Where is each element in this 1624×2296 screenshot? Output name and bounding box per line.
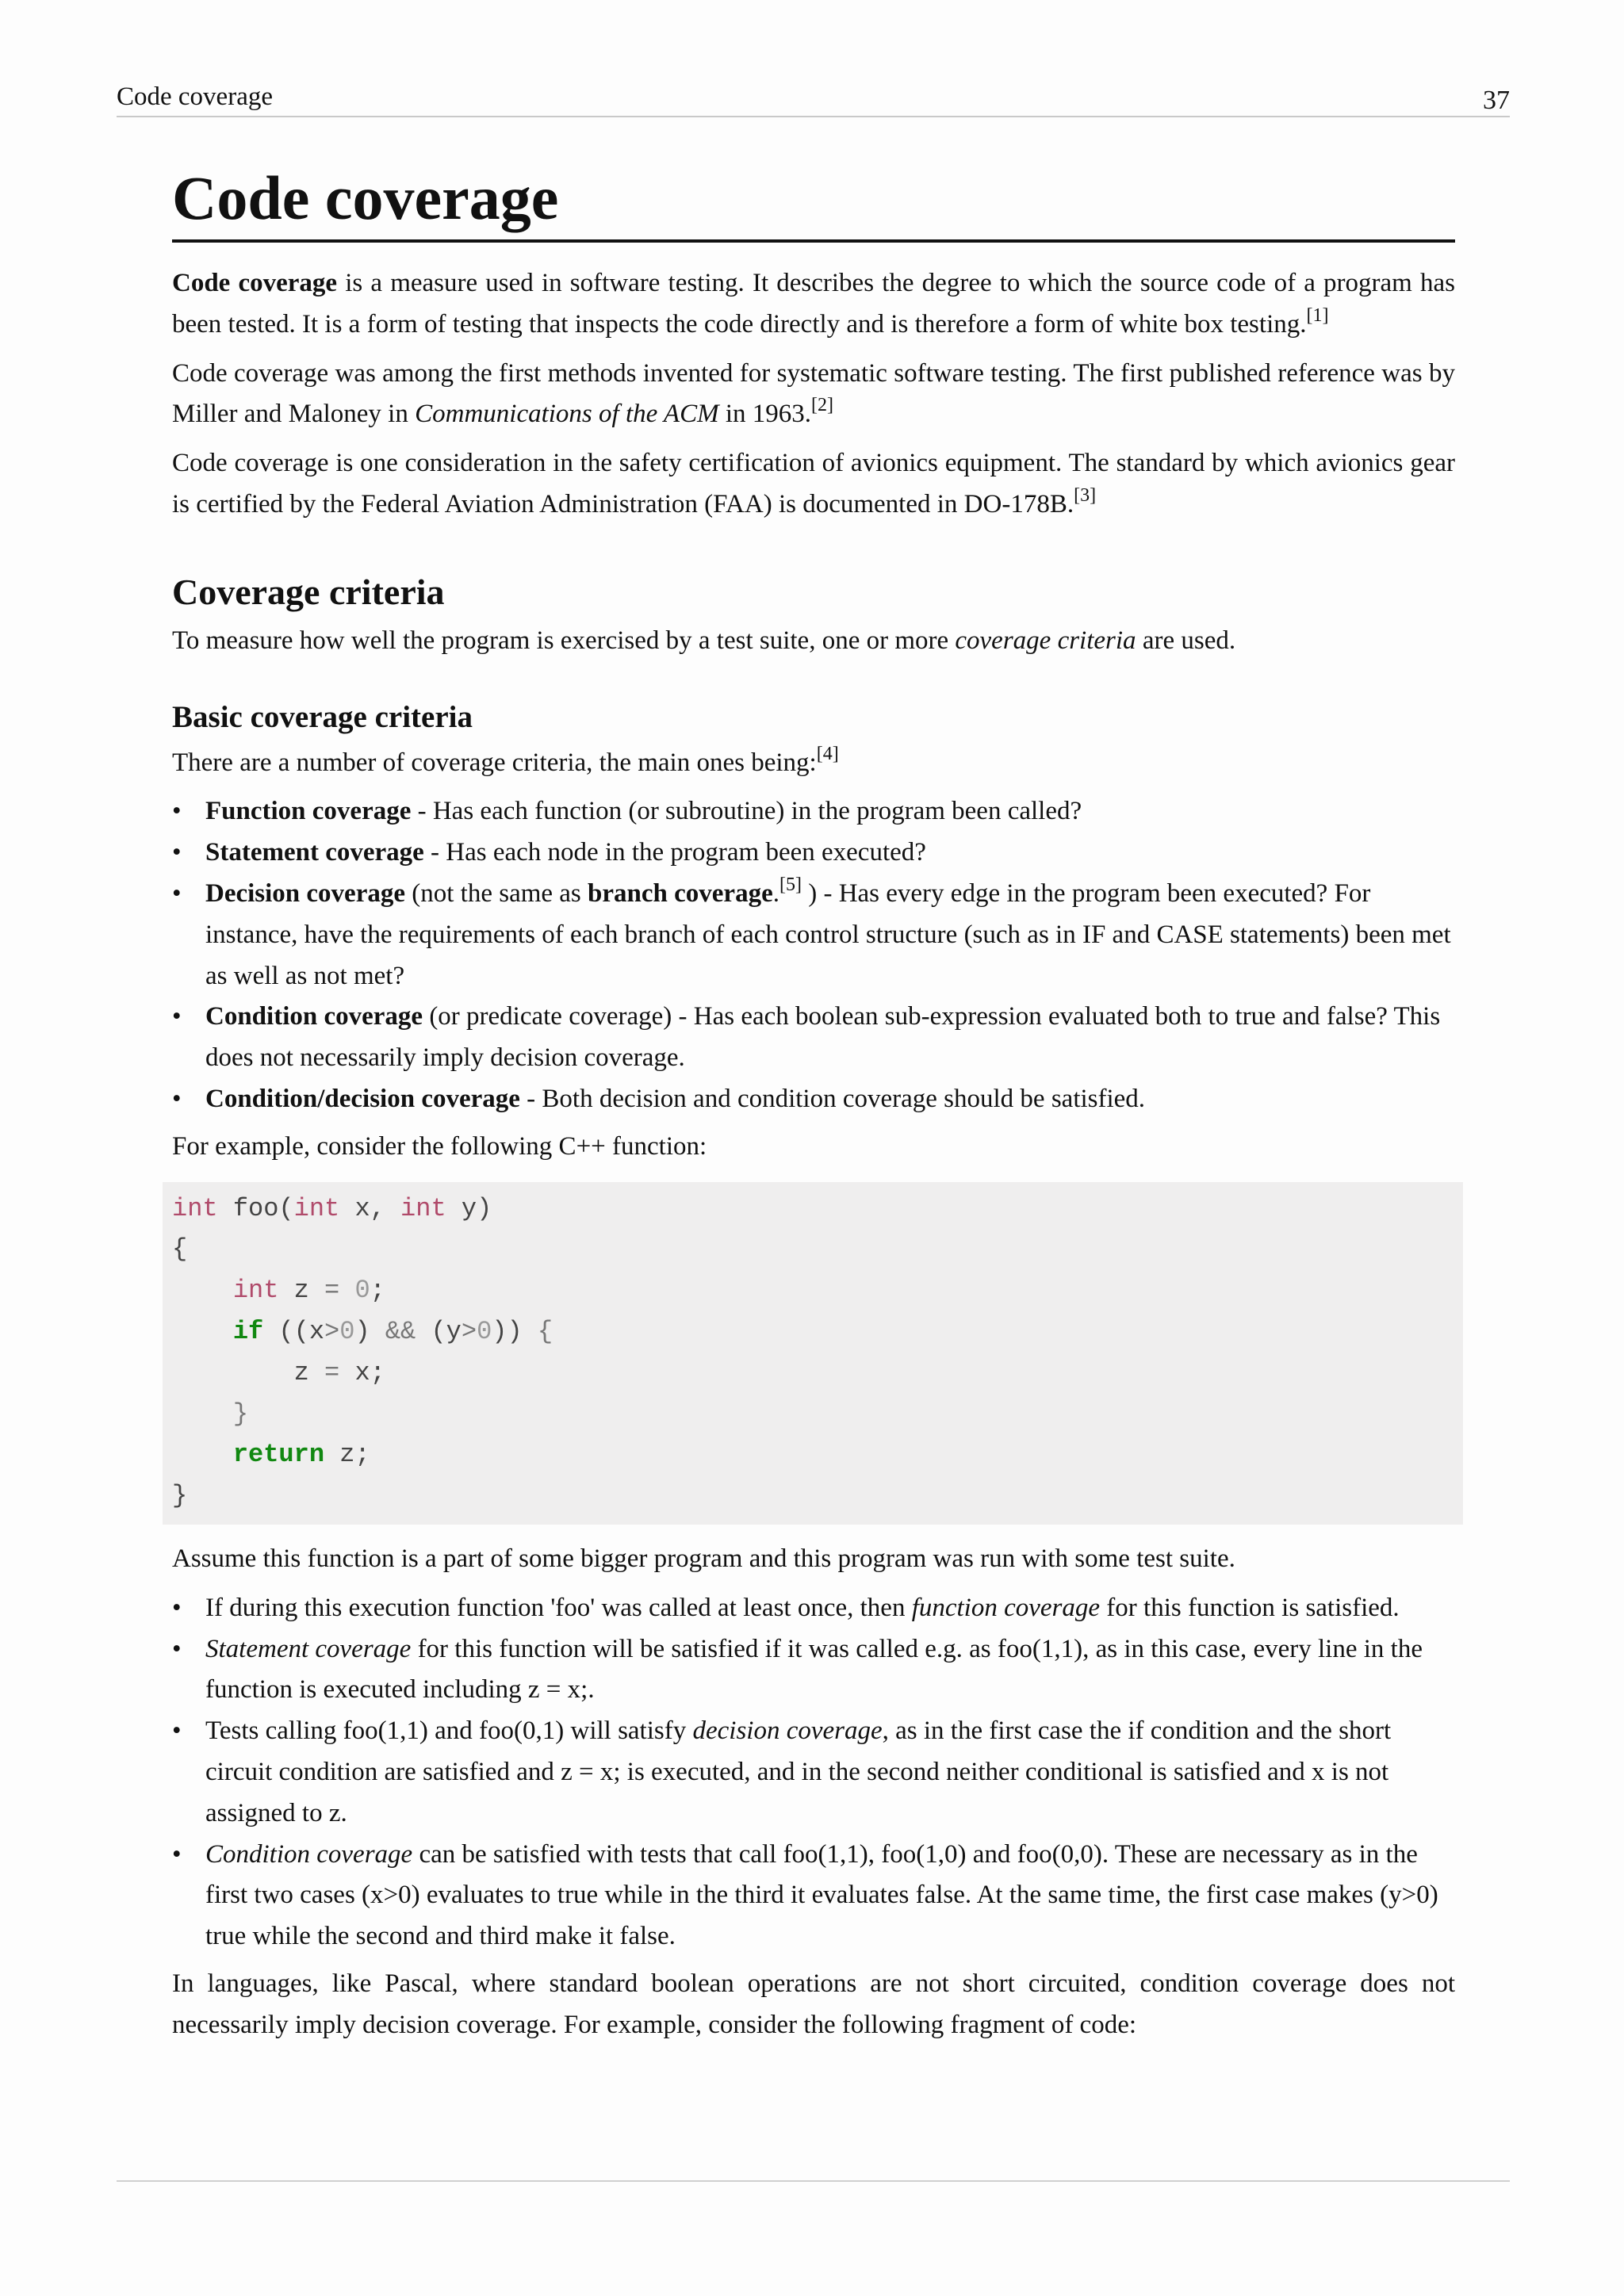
- code-text: ;: [370, 1276, 385, 1306]
- closing-paragraph: In languages, like Pascal, where standard boolean operations are not short circuited, condition coverage does not necessarily imply decision coverage. For example, consider the following fragment of code:: [172, 1969, 1455, 2039]
- code-operator: =: [324, 1357, 340, 1387]
- basic-intro-text: There are a number of coverage criteria, the main ones being:: [172, 748, 817, 777]
- code-text: z: [278, 1276, 325, 1306]
- code-operator: >: [461, 1316, 477, 1346]
- page-title: Code coverage: [172, 159, 1455, 243]
- reference-link[interactable]: [5]: [779, 874, 802, 895]
- list-item-text: .: [772, 878, 779, 908]
- code-operator: &&: [385, 1316, 416, 1346]
- list-item-term: Statement coverage: [205, 1634, 412, 1663]
- code-keyword: int: [232, 1276, 279, 1306]
- running-title: Code coverage: [117, 82, 273, 111]
- journal-title: Communications of the ACM: [415, 400, 719, 429]
- reference-link[interactable]: [1]: [1306, 304, 1329, 326]
- list-item-text: - Both decision and condition coverage should be satisfied.: [519, 1084, 1146, 1113]
- reference-link[interactable]: [2]: [811, 395, 833, 416]
- list-item: [172, 832, 1455, 874]
- list-item-text: can be satisfied with tests that call foo(1,1), foo(1,0) and foo(0,0). These are necessary as in the first two cases (x>0) evaluates to true while in the third it evaluates false. At the same time, the first case makes (y>0) true while the second and third make it false.: [205, 1839, 1438, 1951]
- intro-paragraph-2: [172, 354, 1455, 436]
- code-keyword: int: [172, 1193, 218, 1223]
- code-text: }: [172, 1481, 188, 1511]
- intro-3-text: Code coverage is one consideration in the safety certification of avionics equipment. The standard by which avionics gear is certified by the Federal Aviation Administration (FAA) is documented in DO-178B.: [172, 449, 1455, 519]
- code-number: 0: [339, 1316, 355, 1346]
- reference-link[interactable]: [3]: [1074, 484, 1097, 506]
- code-indent: [172, 1358, 294, 1387]
- list-item-term: Statement coverage: [205, 838, 424, 867]
- list-item-term: branch coverage: [588, 878, 773, 908]
- code-text: x;: [339, 1357, 385, 1387]
- code-text: {: [172, 1234, 188, 1265]
- term-code-coverage: Code coverage: [172, 269, 338, 297]
- criteria-text: To measure how well the program is exercised by a test suite, one or more: [172, 626, 956, 655]
- list-item-text: (or predicate coverage) - Has each boolean sub-expression evaluated both to true and false? This does not necessarily imply decision coverage.: [205, 1002, 1441, 1073]
- intro-2-text: Code coverage was among the first methods invented for systematic software testing. The first published reference was by Miller and Maloney in: [172, 358, 1455, 429]
- criteria-term: coverage criteria: [955, 626, 1136, 655]
- list-item-term: Condition/decision coverage: [205, 1084, 520, 1113]
- code-keyword: if: [232, 1316, 264, 1346]
- code-text: x,: [339, 1193, 401, 1223]
- criteria-paragraph: [172, 621, 1455, 662]
- code-keyword: int: [400, 1193, 446, 1223]
- list-item-term: decision coverage: [692, 1716, 883, 1746]
- list-item: [172, 1629, 1455, 1712]
- list-item-term: Condition coverage: [205, 1839, 413, 1869]
- code-line: [172, 1229, 1454, 1270]
- list-item: [172, 1588, 1455, 1629]
- list-item: [172, 791, 1455, 832]
- code-indent: [172, 1317, 233, 1346]
- list-item-text: for this function will be satisfied if it was called e.g. as foo(1,1), as in this case, every line in the function is executed including z = x;.: [205, 1634, 1423, 1705]
- code-text: ((x: [263, 1316, 325, 1346]
- criteria-list: [172, 791, 1455, 1119]
- code-text: )): [492, 1316, 523, 1346]
- code-number: 0: [354, 1276, 370, 1306]
- example-list: [172, 1588, 1455, 1957]
- section-heading-basic-criteria: Basic coverage criteria: [172, 699, 473, 734]
- footer-divider: [117, 2180, 1510, 2182]
- list-item: [172, 874, 1455, 997]
- code-line: [172, 1394, 1454, 1435]
- list-item-term: Decision coverage: [205, 878, 405, 908]
- code-text: (y: [431, 1316, 462, 1346]
- intro-2-text-after: in 1963.: [718, 400, 811, 429]
- code-line: [172, 1434, 1454, 1475]
- reference-link[interactable]: [4]: [816, 743, 839, 764]
- list-item-text: , as in the first case the if condition and the short circuit condition are satisfied and z = x; is executed, and in the second neither conditional is satisfied and x is not assigned to z.: [205, 1716, 1392, 1827]
- code-operator: =: [324, 1276, 340, 1306]
- example-intro: For example, consider the following C++ function:: [172, 1131, 707, 1161]
- code-indent: [172, 1399, 233, 1429]
- intro-paragraph-1: [172, 263, 1455, 346]
- list-item-text: Tests calling foo(1,1) and foo(0,1) will satisfy: [205, 1716, 693, 1746]
- code-text: foo(: [217, 1193, 294, 1223]
- list-item: [172, 1079, 1455, 1120]
- code-text: z: [293, 1357, 325, 1387]
- list-item-text: If during this execution function 'foo' was called at least once, then: [205, 1593, 912, 1622]
- list-item-text: ) - Has every edge in the program been executed? For instance, have the requirements of each branch of each control structure (such as in IF and CASE statements) been met as well as not met?: [205, 878, 1451, 990]
- assume-paragraph: Assume this function is a part of some bigger program and this program was run with some test suite.: [172, 1544, 1235, 1573]
- code-line: [172, 1353, 1454, 1394]
- page-number: 37: [1483, 86, 1510, 115]
- section-heading-coverage-criteria: Coverage criteria: [172, 571, 445, 612]
- running-header: [117, 76, 1510, 117]
- list-item-text: - Has each function (or subroutine) in the program been called?: [411, 797, 1082, 826]
- code-number: 0: [477, 1316, 492, 1346]
- list-item: [172, 1711, 1455, 1834]
- article-body: [172, 159, 1455, 2053]
- code-text: ): [354, 1316, 370, 1346]
- code-text: y): [446, 1193, 492, 1223]
- criteria-text-after: are used.: [1136, 626, 1236, 655]
- list-item-text: - Has each node in the program been executed?: [423, 838, 926, 867]
- list-item-term: function coverage: [911, 1593, 1101, 1622]
- code-text: z;: [324, 1440, 370, 1470]
- code-line: [172, 1475, 1454, 1517]
- list-item-term: Condition coverage: [205, 1002, 423, 1031]
- basic-intro: [172, 743, 1455, 784]
- code-operator: {: [537, 1316, 553, 1346]
- list-item-text: for this function is satisfied.: [1100, 1593, 1400, 1622]
- code-line: [172, 1311, 1454, 1353]
- code-operator: }: [232, 1399, 249, 1429]
- code-line: [172, 1270, 1454, 1311]
- list-item-text: (not the same as: [405, 878, 588, 908]
- list-item: [172, 997, 1455, 1079]
- code-operator: >: [324, 1316, 340, 1346]
- list-item-term: Function coverage: [205, 797, 412, 826]
- intro-paragraph-3: [172, 443, 1455, 526]
- code-line: [172, 1188, 1454, 1230]
- intro-1-text: is a measure used in software testing. It describes the degree to which the source code of a program has been tested. It is a form of testing that inspects the code directly and is therefore a form of white box testing.: [172, 269, 1455, 339]
- code-indent: [172, 1440, 233, 1469]
- code-block: [163, 1182, 1463, 1525]
- code-keyword: return: [232, 1440, 325, 1470]
- list-item: [172, 1835, 1455, 1957]
- code-keyword: int: [293, 1193, 340, 1223]
- code-indent: [172, 1276, 233, 1305]
